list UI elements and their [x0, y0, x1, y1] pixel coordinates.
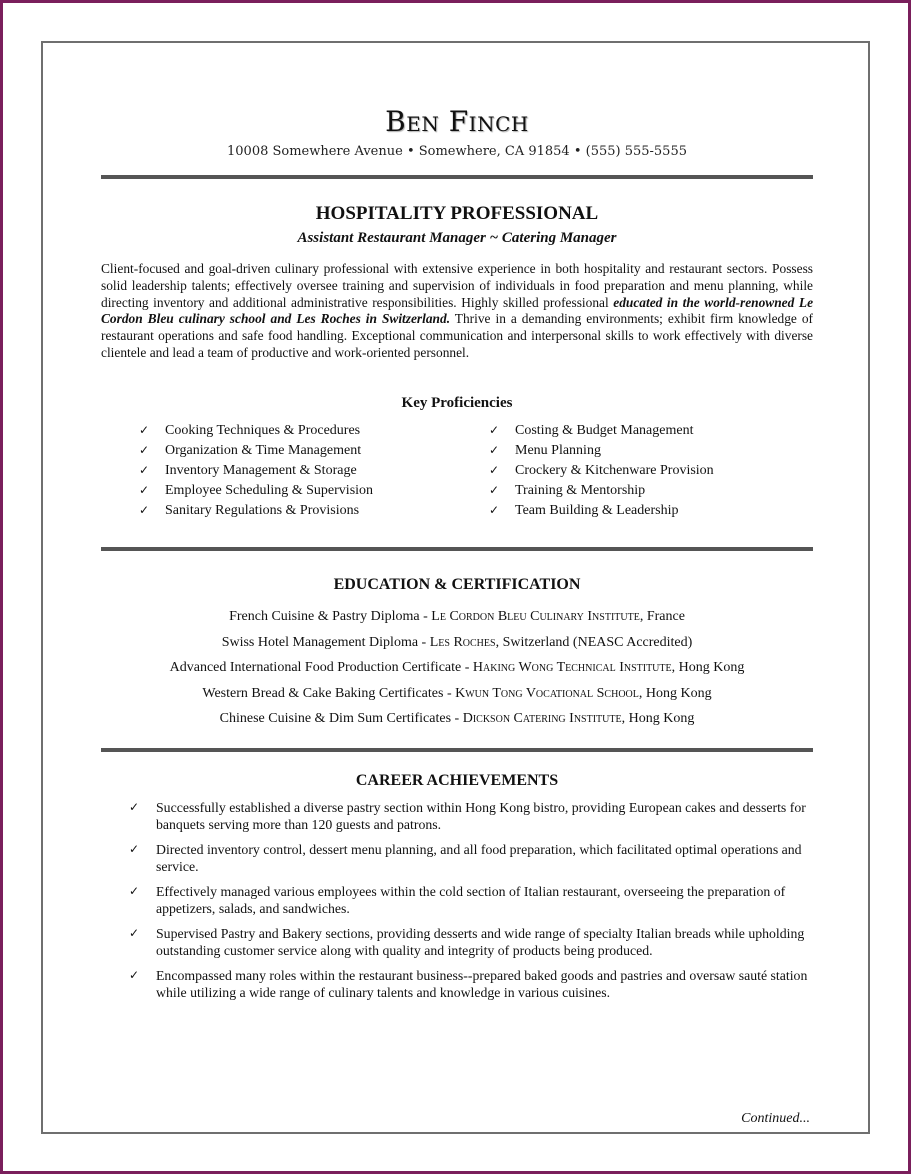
credential: Chinese Cuisine & Dim Sum Certificates - — [219, 711, 463, 726]
proficiency-label: Menu Planning — [515, 443, 601, 458]
achievement-text: Encompassed many roles within the restaurant business--prepared baked goods and pastries and oversaw sauté station while utilizing a wide range of culinary talents and knowledge in various cuisines. — [156, 968, 808, 1001]
achievement-text: Directed inventory control, dessert menu planning, and all food preparation, which facilitated optimal operations and service. — [156, 842, 802, 874]
institution: Kwun Tong Vocational School — [455, 685, 639, 701]
check-icon: ✓ — [139, 483, 150, 497]
proficiencies-title: Key Proficiencies — [401, 395, 513, 411]
proficiency-item — [139, 420, 469, 440]
achievement-item — [129, 800, 813, 834]
location: , France — [639, 609, 685, 624]
check-icon: ✓ — [139, 503, 150, 517]
proficiency-item — [489, 500, 819, 520]
education-item — [101, 706, 813, 732]
proficiency-item — [489, 420, 819, 440]
achievement-item — [129, 884, 813, 918]
achievement-text: Supervised Pastry and Bakery sections, providing desserts and wide range of specialty Italian breads while upholding outstanding customer service along with quality and integrity of products being produced. — [156, 926, 805, 959]
check-icon: ✓ — [129, 800, 140, 814]
proficiency-item — [139, 480, 469, 500]
proficiency-item — [139, 500, 469, 520]
education-item — [101, 681, 813, 707]
proficiency-label: Cooking Techniques & Procedures — [165, 423, 361, 438]
achievement-item — [129, 968, 813, 1002]
proficiencies-right-column — [489, 420, 819, 520]
achievements-list — [129, 800, 813, 1010]
proficiency-item — [139, 440, 469, 460]
check-icon: ✓ — [489, 483, 500, 497]
summary-emphasis: educated in the world-renowned Le Cordon Bleu culinary school and Les Roches in Switzerland. — [101, 294, 814, 327]
divider-achievements — [101, 748, 813, 752]
check-icon: ✓ — [489, 463, 500, 477]
proficiency-label: Sanitary Regulations & Provisions — [165, 503, 360, 518]
check-icon: ✓ — [489, 423, 500, 437]
proficiency-label: Costing & Budget Management — [515, 423, 694, 438]
check-icon: ✓ — [129, 842, 140, 857]
summary-part-2: Thrive in a demanding environments; exhibit firm knowledge of restaurant operations and safe food handling. Exceptional communication and interpersonal skills to work effectively with diverse clientele and lead a team of productive and work-oriented personnel. — [101, 311, 813, 360]
proficiency-item — [139, 460, 469, 480]
proficiency-label: Inventory Management & Storage — [165, 463, 357, 478]
credential: Advanced International Food Production Certificate - — [169, 660, 473, 675]
check-icon: ✓ — [139, 463, 150, 477]
proficiency-label: Organization & Time Management — [165, 443, 362, 458]
contact-address: 10008 Somewhere Avenue • Somewhere, CA 91854 • (555) 555-5555 — [227, 144, 687, 159]
summary-part-1: Client-focused and goal-driven culinary professional with extensive experience in both hospitality and restaurant sectors. Possess solid leadership talents; effectively oversee training and supervision of individuals in food preparation and menu planning, while directing inventory and additional administrative responsibilities. Highly skilled professional — [101, 261, 813, 310]
proficiency-item — [489, 460, 819, 480]
location: , Hong Kong — [621, 711, 695, 726]
education-item — [101, 630, 813, 656]
continued-note: Continued... — [741, 1111, 810, 1126]
education-item — [101, 604, 813, 630]
institution: Haking Wong Technical Institute — [472, 660, 672, 675]
check-icon: ✓ — [139, 443, 150, 457]
location: , Hong Kong — [671, 660, 745, 675]
credential: Western Bread & Cake Baking Certificates - — [202, 685, 456, 701]
institution: Dickson Catering Institute — [462, 711, 622, 726]
proficiency-label: Training & Mentorship — [515, 483, 646, 498]
divider-top — [101, 175, 813, 179]
achievement-text: Effectively managed various employees within the cold section of Italian restaurant, overseeing the preparation of appetizers, salads, and sandwiches. — [156, 884, 786, 916]
credential: French Cuisine & Pastry Diploma - — [229, 609, 432, 624]
divider-education — [101, 547, 813, 551]
achievement-text: Successfully established a diverse pastry section within Hong Kong bistro, providing European cakes and desserts for banquets serving more than 120 guests and patrons. — [156, 800, 806, 832]
location: , Switzerland (NEASC Accredited) — [495, 634, 693, 650]
achievement-item — [129, 842, 813, 876]
education-item — [101, 655, 813, 681]
location: , Hong Kong — [638, 685, 712, 701]
institution: Les Roches — [429, 634, 496, 650]
proficiency-item — [489, 480, 819, 500]
check-icon: ✓ — [129, 884, 140, 899]
headline-title: HOSPITALITY PROFESSIONAL — [315, 203, 599, 224]
credential: Swiss Hotel Management Diploma - — [221, 634, 430, 650]
proficiency-label: Crockery & Kitchenware Provision — [515, 463, 714, 478]
achievements-title: CAREER ACHIEVEMENTS — [355, 772, 559, 789]
resume-page — [41, 41, 870, 1134]
check-icon: ✓ — [129, 926, 140, 941]
proficiency-item — [489, 440, 819, 460]
achievement-item — [129, 926, 813, 960]
candidate-name-text: Ben Finch — [385, 105, 529, 138]
education-list — [101, 604, 813, 732]
candidate-name — [101, 105, 813, 138]
proficiency-label: Team Building & Leadership — [515, 503, 679, 518]
institution: Le Cordon Bleu Culinary Institute — [431, 609, 640, 624]
education-title: EDUCATION & CERTIFICATION — [333, 576, 581, 593]
professional-summary — [101, 261, 813, 362]
proficiencies-left-column — [139, 420, 469, 520]
check-icon: ✓ — [489, 443, 500, 457]
proficiency-label: Employee Scheduling & Supervision — [165, 483, 374, 498]
check-icon: ✓ — [129, 968, 140, 983]
headline-subtitle: Assistant Restaurant Manager ~ Catering Manager — [297, 230, 617, 246]
check-icon: ✓ — [139, 423, 150, 437]
check-icon: ✓ — [489, 503, 500, 517]
